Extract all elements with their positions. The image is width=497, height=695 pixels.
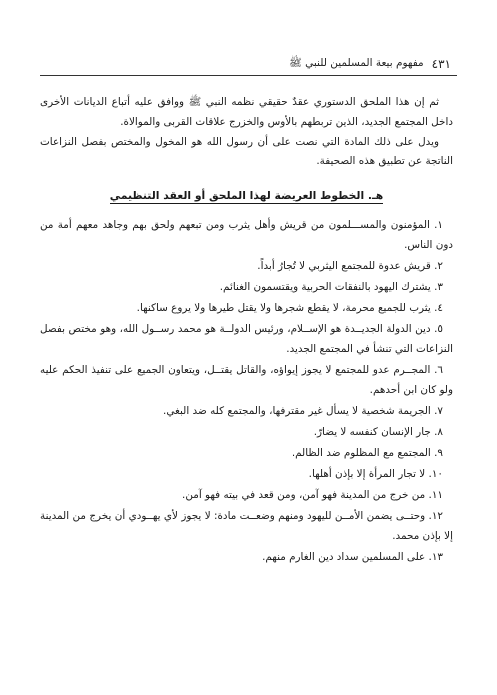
points-list xyxy=(40,216,453,568)
page-number: ٤٣١ xyxy=(431,57,451,71)
page-body xyxy=(40,93,453,569)
intro-paragraph: ويدل على ذلك المادة التي نصت على أن رسول الله هو المخول والمختص بفصل النزاعات الناتجة عن تطبيق هذه الصحيفة. xyxy=(40,135,453,168)
list-item: ٦. المجــرم عدو للمجتمع لا يجوز إيواؤه، والقاتل يقتــل، ويتعاون الجميع على تنفيذ الحكم عليه ولو كان ابن أحدهم. xyxy=(40,364,453,396)
list-item: ١. المؤمنون والمســـلمون من قريش وأهل يثرب ومن تبعهم ولحق بهم وجاهد معهم أمة من دون الناس. xyxy=(40,218,453,251)
section-heading-text: هـ. الخطوط العريضة لهذا الملحق أو العقد التنظيمي xyxy=(109,189,384,203)
header-rule xyxy=(40,75,457,76)
list-item: ٣. يشترك اليهود بالنفقات الحربية ويقتسمون الغنائم. xyxy=(219,280,443,293)
list-item: ٧. الجريمة شخصية لا يسأل غير مقترفها، والمجتمع كله ضد البغي. xyxy=(163,404,443,417)
list-item: ١٣. على المسلمين سداد دين الغارم منهم. xyxy=(262,551,443,564)
list-item: ٨. جار الإنسان كنفسه لا يضارّ. xyxy=(313,426,443,439)
running-title: مفهوم بيعة المسلمين للنبي ﷺ xyxy=(289,56,424,69)
running-header xyxy=(40,55,451,73)
list-item: ٩. المجتمع مع المظلوم ضد الظالم. xyxy=(291,447,443,460)
list-item: ١٢. وحتــى يضمن الأمــن لليهود ومنهم وضعــت مادة: لا يجوز لأي يهــودي أن يخرج من المدينة إلا بإذن محمد. xyxy=(40,510,453,543)
list-item: ٢. قريش عدوة للمجتمع اليثربي لا تُجارُ أبداً. xyxy=(257,259,443,272)
list-item: ١٠. لا تجار المرأة إلا بإذن أهلها. xyxy=(308,468,443,481)
list-item: ١١. من خرج من المدينة فهو آمن، ومن قعد في بيته فهو آمن. xyxy=(182,489,443,502)
intro-paragraphs xyxy=(40,93,453,172)
intro-paragraph: ثم إن هذا الملحق الدستوري عقدٌ حقيقي نظمه النبي ﷺ ووافق عليه أتباع الديانات الأخرى داخل المجتمع الجديد، الذين تربطهم بالأوس والخزرج علاقات القربى والموالاة. xyxy=(40,96,453,128)
list-item: ٤. يثرب للجميع محرمة، لا يقطع شجرها ولا يقتل طيرها ولا يروع ساكنها. xyxy=(136,302,443,315)
list-item: ٥. دين الدولة الجديــدة هو الإســلام، ورئيس الدولــة هو محمد رســول الله، وهو مختص بفصل النزاعات التي تنشأ في المجتمع الجديد. xyxy=(40,323,453,355)
section-heading xyxy=(40,186,453,206)
